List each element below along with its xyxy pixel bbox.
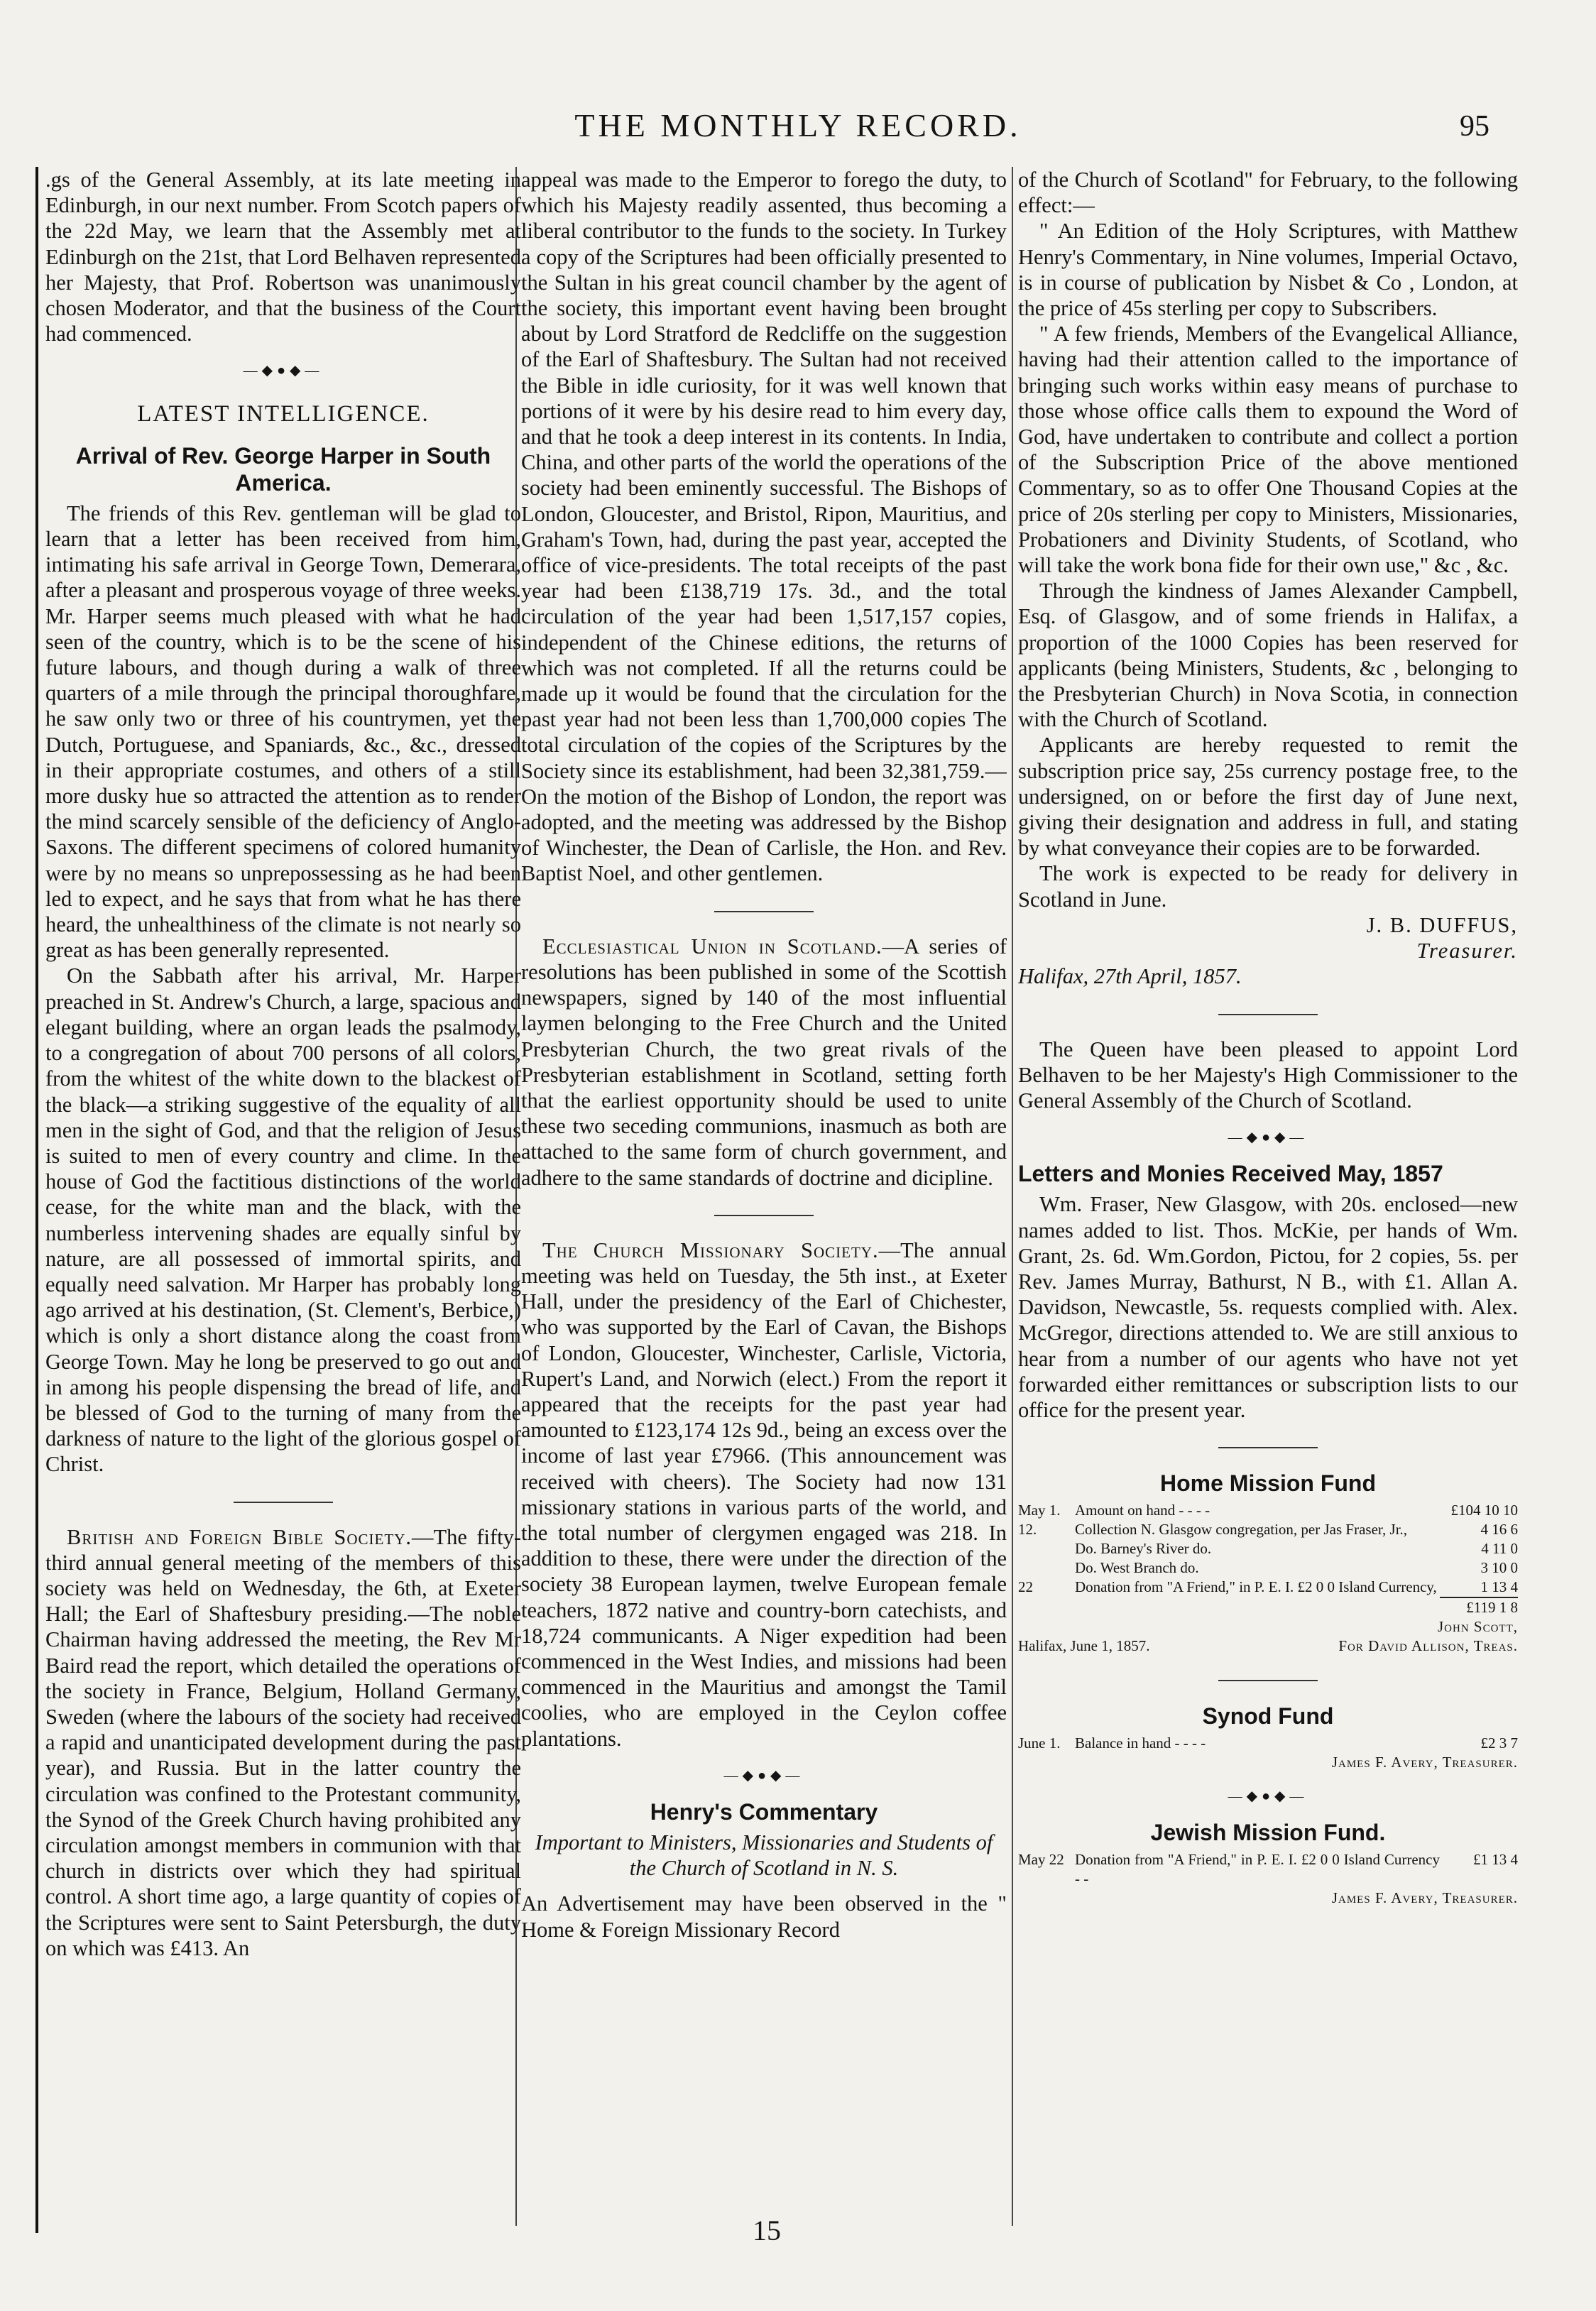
table-row — [1018, 1734, 1518, 1753]
table-row — [1018, 1520, 1518, 1539]
article-heading-henry: Henry's Commentary — [650, 1798, 878, 1825]
article-paragraph: An Advertisement may have been observed in the " Home & Foreign Missionary Record — [521, 1891, 1007, 1942]
short-rule — [714, 1215, 814, 1216]
jewish-mission-table — [1018, 1850, 1518, 1889]
journal-title: THE MONTHLY RECORD. — [574, 107, 1022, 143]
article-body-eccl: —A series of resolutions has been published in some of the Scottish newspapers, signed by 140 of the most influential laymen belonging to the Free Church and the United Presbyterian Church, the two great rivals of the Presbyterian establishment in Scotland, setting forth that the earliest opportunity should be used to unite these two seceding communions, inasmuch as both are attached to the same form of church government, and adhere to the same standards of doctrine and dicipline. — [521, 934, 1007, 1190]
row-date: 12. — [1018, 1521, 1037, 1539]
ornament-divider: —◆●◆— — [243, 363, 324, 379]
article-ecclesiastical-union — [521, 934, 1007, 1191]
table-row — [1018, 1539, 1518, 1558]
article-body-cms: —The annual meeting was held on Tuesday, the 5th inst., at Exeter Hall, under the presidency of the Earl of Chichester, who was supported by the Earl of Cavan, the Bishops of London, Gloucester, Winchester, Carlisle, Victoria, Rupert's Land, and Norwich (elect.) From the report it appeared that the receipts for the past year had amounted to £123,174 12s 9d., being an excess over the income of last year £7966. (This announcement was received with cheers). The Society had now 131 missionary stations in various parts of the world, and the total number of clergymen engaged was 218. In addition to these, there were under the direction of the society 38 European laymen, twelve European female teachers, 1872 native and country-born catechists, and 18,724 communicants. A Niger expedition had been commenced in the West Indies, and missions had been commenced in the Mauritius and amongst the Tamil coolies, who are employed in the Ceylon coffee plantations. — [521, 1238, 1007, 1751]
intro-paragraph: .gs of the General Assembly, at its late meeting in Edinburgh, in our next number. From Scotch papers of the 22d May, we learn that the Assembly met at Edinburgh on the 21st, that Lord Belhaven represented her Majesty, that Prof. Robertson was unanimously chosen Moderator, and that the business of the Court had commenced. — [45, 168, 521, 346]
row-date: May 1. — [1018, 1502, 1061, 1519]
article-paragraph: " An Edition of the Holy Scriptures, with Matthew Henry's Commentary, in Nine volumes, Imperial Octavo, is in course of publication by Nisbet & Co , London, at the price of 45s sterling per copy to Subscribers. — [1018, 219, 1518, 321]
article-title-cms: The Church Missionary Society. — [542, 1238, 879, 1262]
article-title-eccl: Ecclesiastical Union in Scotland. — [542, 934, 882, 958]
article-paragraph: The work is expected to be ready for delivery in Scotland in June. — [1018, 861, 1518, 912]
row-desc: Amount on hand - - - - — [1075, 1502, 1210, 1519]
article-subheading-henry: Important to Ministers, Missionaries and Students of the Church of Scotland in N. S. — [535, 1830, 993, 1881]
row-amount: 1 13 4 — [1480, 1578, 1518, 1596]
row-desc: Do. Barney's River do. — [1075, 1540, 1212, 1558]
section-title-latest: LATEST INTELLIGENCE. — [137, 400, 430, 427]
ornament-divider: —◆●◆— — [1228, 1130, 1308, 1146]
row-date: 22 — [1018, 1578, 1033, 1596]
row-amount: £104 10 10 — [1450, 1502, 1518, 1519]
short-rule — [1218, 1014, 1318, 1015]
row-desc: Donation from "A Friend," in P. E. I. £2 0 0 Island Currency, — [1075, 1578, 1437, 1596]
running-header — [0, 106, 1596, 163]
row-desc: Balance in hand - - - - — [1075, 1734, 1206, 1752]
article-church-missionary — [521, 1238, 1007, 1752]
signature-title: Treasurer. — [1416, 939, 1518, 963]
row-date: June 1. — [1018, 1734, 1061, 1752]
short-rule — [714, 911, 814, 912]
jewish-signature: James F. Avery, Treasurer. — [1331, 1889, 1518, 1907]
row-desc: Collection N. Glasgow congregation, per Jas Fraser, Jr., — [1075, 1521, 1408, 1539]
row-desc: Do. West Branch do. — [1075, 1559, 1199, 1577]
column-left — [35, 167, 521, 2233]
home-signature: John Scott, — [1437, 1618, 1518, 1636]
row-amount: £2 3 7 — [1480, 1734, 1518, 1752]
article-paragraph: appeal was made to the Emperor to forego the duty, to which his Majesty readily assented, thus becoming a liberal contributor to the funds to the society. In Turkey a copy of the Scriptures had been officially presented to the Sultan in his great council chamber by the agent of the society, this important event having been brought about by Lord Stratford de Redcliffe on the suggestion of the Earl of Shaftesbury. The Sultan had not received the Bible in idle curiosity, for it was well known that portions of it were by his desire read to him every day, and that he took a deep interest in its contents. In India, China, and other parts of the world the operations of the society had been eminently successful. The Bishops of London, Gloucester, and Bristol, Ripon, Mauritius, and Graham's Town, had, during the past year, accepted the office of vice-presidents. The total receipts of the past year had been £138,719 17s. 3d., and the total circulation of the year had been 1,517,157 copies, independent of the Chinese editions, the returns of which was not completed. If all the returns could be made up it would be found that the circulation for the past year had not been less than 1,700,000 copies The total circulation of the copies of the Scriptures by the Society since its establishment, had been 32,381,759.—On the motion of the Bishop of London, the report was adopted, and the meeting was addressed by the Bishop of Winchester, the Dean of Carlisle, the Hon. and Rev. Baptist Noel, and other gentlemen. — [521, 168, 1007, 886]
queen-paragraph: The Queen have been pleased to appoint Lord Belhaven to be her Majesty's High Commissioner to the General Assembly of the Church of Scotland. — [1018, 1037, 1518, 1113]
signature-name: J. B. DUFFUS, — [1366, 912, 1518, 937]
home-mission-table — [1018, 1501, 1518, 1617]
ornament-divider: —◆●◆— — [1228, 1788, 1308, 1805]
home-signature-line — [1018, 1637, 1518, 1656]
letters-heading: Letters and Monies Received May, 1857 — [1018, 1161, 1443, 1187]
article-paragraph: The friends of this Rev. gentleman will be glad to learn that a letter has been received from him, intimating his safe arrival in George Town, Demerara, after a pleasant and prosperous voyage of three weeks. Mr. Harper seems much pleased with what he had seen of the country, which is to be the scene of his future labours, and though during a walk of three quarters of a mile through the principal thoroughfare, he saw only two or three of his countrymen, yet the Dutch, Portuguese, and Spaniards, &c., &c., dressed in their appropriate costumes, and others of a still more dusky hue so attracted the attention as to render the mind scarcely sensible of the deficiency of Anglo-Saxons. The different specimens of colored humanity were by no means so unprepossessing as he had been led to expect, and he says that from what he has there heard, the unhealthiness of the climate is not nearly so great as has been generally represented. — [45, 501, 521, 963]
home-sig-treasurer: For David Allison, Treas. — [1338, 1637, 1518, 1655]
article-bible-society — [45, 1524, 521, 1961]
row-amount: £1 13 4 — [1473, 1851, 1518, 1869]
synod-fund-table — [1018, 1734, 1518, 1753]
synod-fund-heading: Synod Fund — [1202, 1703, 1334, 1730]
letters-paragraph: Wm. Fraser, New Glasgow, with 20s. enclosed—new names added to list. Thos. McKie, per hands of Wm. Grant, 2s. 6d. Wm.Gordon, Pictou, for 2 copies, 5s. per Rev. James Murray, Bathurst, N B., with £1. Allan A. Davidson, Newcastle, 5s. requests complied with. Alex. McGregor, directions attended to. We are still anxious to hear from a number of our agents who have not yet forwarded either remittances or subscription lists to our office for the present year. — [1018, 1192, 1518, 1422]
table-row — [1018, 1501, 1518, 1520]
row-date — [1018, 1558, 1075, 1578]
ornament-divider: —◆●◆— — [723, 1767, 804, 1783]
home-sig-date: Halifax, June 1, 1857. — [1018, 1637, 1150, 1655]
article-paragraph: " A few friends, Members of the Evangelical Alliance, having had their attention called to the importance of bringing such works within easy means of purchase to those whose office calls them to expound the Word of God, have undertaken to contribute and collect a portion of the Subscription Price of the above mentioned Commentary, so as to offer One Thousand Copies at the price of 20s sterling per copy to Ministers, Missionaries, Probationers and Divinity Students, of Scotland, who will take the work bona fide for their own use," &c , &c. — [1018, 322, 1518, 578]
column-rule — [1012, 167, 1013, 2226]
home-mission-heading: Home Mission Fund — [1160, 1470, 1376, 1497]
synod-signature: James F. Avery, Treasurer. — [1331, 1754, 1518, 1771]
article-paragraph: of the Church of Scotland" for February, to the following effect:— — [1018, 168, 1518, 218]
row-date — [1018, 1539, 1075, 1558]
short-rule — [1218, 1447, 1318, 1448]
jewish-mission-heading: Jewish Mission Fund. — [1150, 1820, 1386, 1846]
date-line: Halifax, 27th April, 1857. — [1018, 964, 1242, 989]
table-row — [1018, 1578, 1518, 1597]
row-amount: 4 11 0 — [1481, 1540, 1518, 1558]
short-rule — [234, 1502, 333, 1503]
column-middle — [521, 167, 1007, 2233]
short-rule — [1218, 1680, 1318, 1681]
row-date: May 22 — [1018, 1851, 1064, 1869]
table-row — [1018, 1597, 1518, 1617]
table-row — [1018, 1558, 1518, 1578]
row-amount: 3 10 0 — [1480, 1559, 1518, 1577]
article-title-bible: British and Foreign Bible Society. — [67, 1524, 412, 1549]
row-amount: 4 16 6 — [1480, 1521, 1518, 1539]
signature-mark: 15 — [753, 2214, 781, 2246]
home-total: £119 1 8 — [1440, 1597, 1518, 1617]
article-heading-arrival: Arrival of Rev. George Harper in South America. — [75, 442, 491, 496]
table-row — [1018, 1850, 1518, 1889]
column-right — [1018, 167, 1518, 2233]
page-number: 95 — [1460, 110, 1490, 143]
article-paragraph: Through the kindness of James Alexander Campbell, Esq. of Glasgow, and of some friends in Halifax, a proportion of the 1000 Copies has been reserved for applicants (being Ministers, Students, &c , belonging to the Presbyterian Church) in Nova Scotia, in connection with the Church of Scotland. — [1018, 579, 1518, 732]
article-paragraph: On the Sabbath after his arrival, Mr. Harper preached in St. Andrew's Church, a large, spacious and elegant building, where an organ leads the psalmody, to a congregation of about 700 persons of all colors, from the whitest of the white down to the blackest of the black—a striking suggestive of the equality of all men in the sight of God, and that the religion of Jesus is suited to men of every country and clime. In the house of God the factitious distinctions of the world cease, for the white man and the black, with the numberless intervening shades are equally sinful by nature, are all possessed of immortal spirits, and equally need salvation. Mr Harper has probably long ago arrived at his destination, (St. Clement's, Berbice,) which is only a short distance along the coast from George Town. May he long be preserved to go out and in among his people dispensing the bread of life, and be blessed of God to the turning of many from the darkness of nature to the light of the glorious gospel of Christ. — [45, 963, 521, 1477]
article-body-bible: —The fifty-third annual general meeting of the members of this society was held on Wednesday, the 6th, at Exeter Hall; the Earl of Shaftesbury presiding.—The noble Chairman having addressed the meeting, the Rev Mr Baird read the report, which detailed the operations of the society in France, Belgium, Holland Germany, Sweden (where the labours of the society had received a rapid and unanticipated development during the past year), and Russia. But in the latter country the circulation was confined to the Protestant community, the Synod of the Greek Church having prohibited any circulation amongst members in communion with that church in districts over which they had spiritual control. A short time ago, a large quantity of copies of the Scriptures were sent to Saint Petersburgh, the duty on which was £413. An — [45, 1524, 521, 1960]
row-desc: Donation from "A Friend," in P. E. I. £2 0 0 Island Currency - - — [1075, 1851, 1440, 1888]
article-paragraph: Applicants are hereby requested to remit the subscription price say, 25s currency postage free, to the undersigned, on or before the first day of June next, giving their designation and address in full, and stating by what conveyance their copies are to be forwarded. — [1018, 733, 1518, 861]
